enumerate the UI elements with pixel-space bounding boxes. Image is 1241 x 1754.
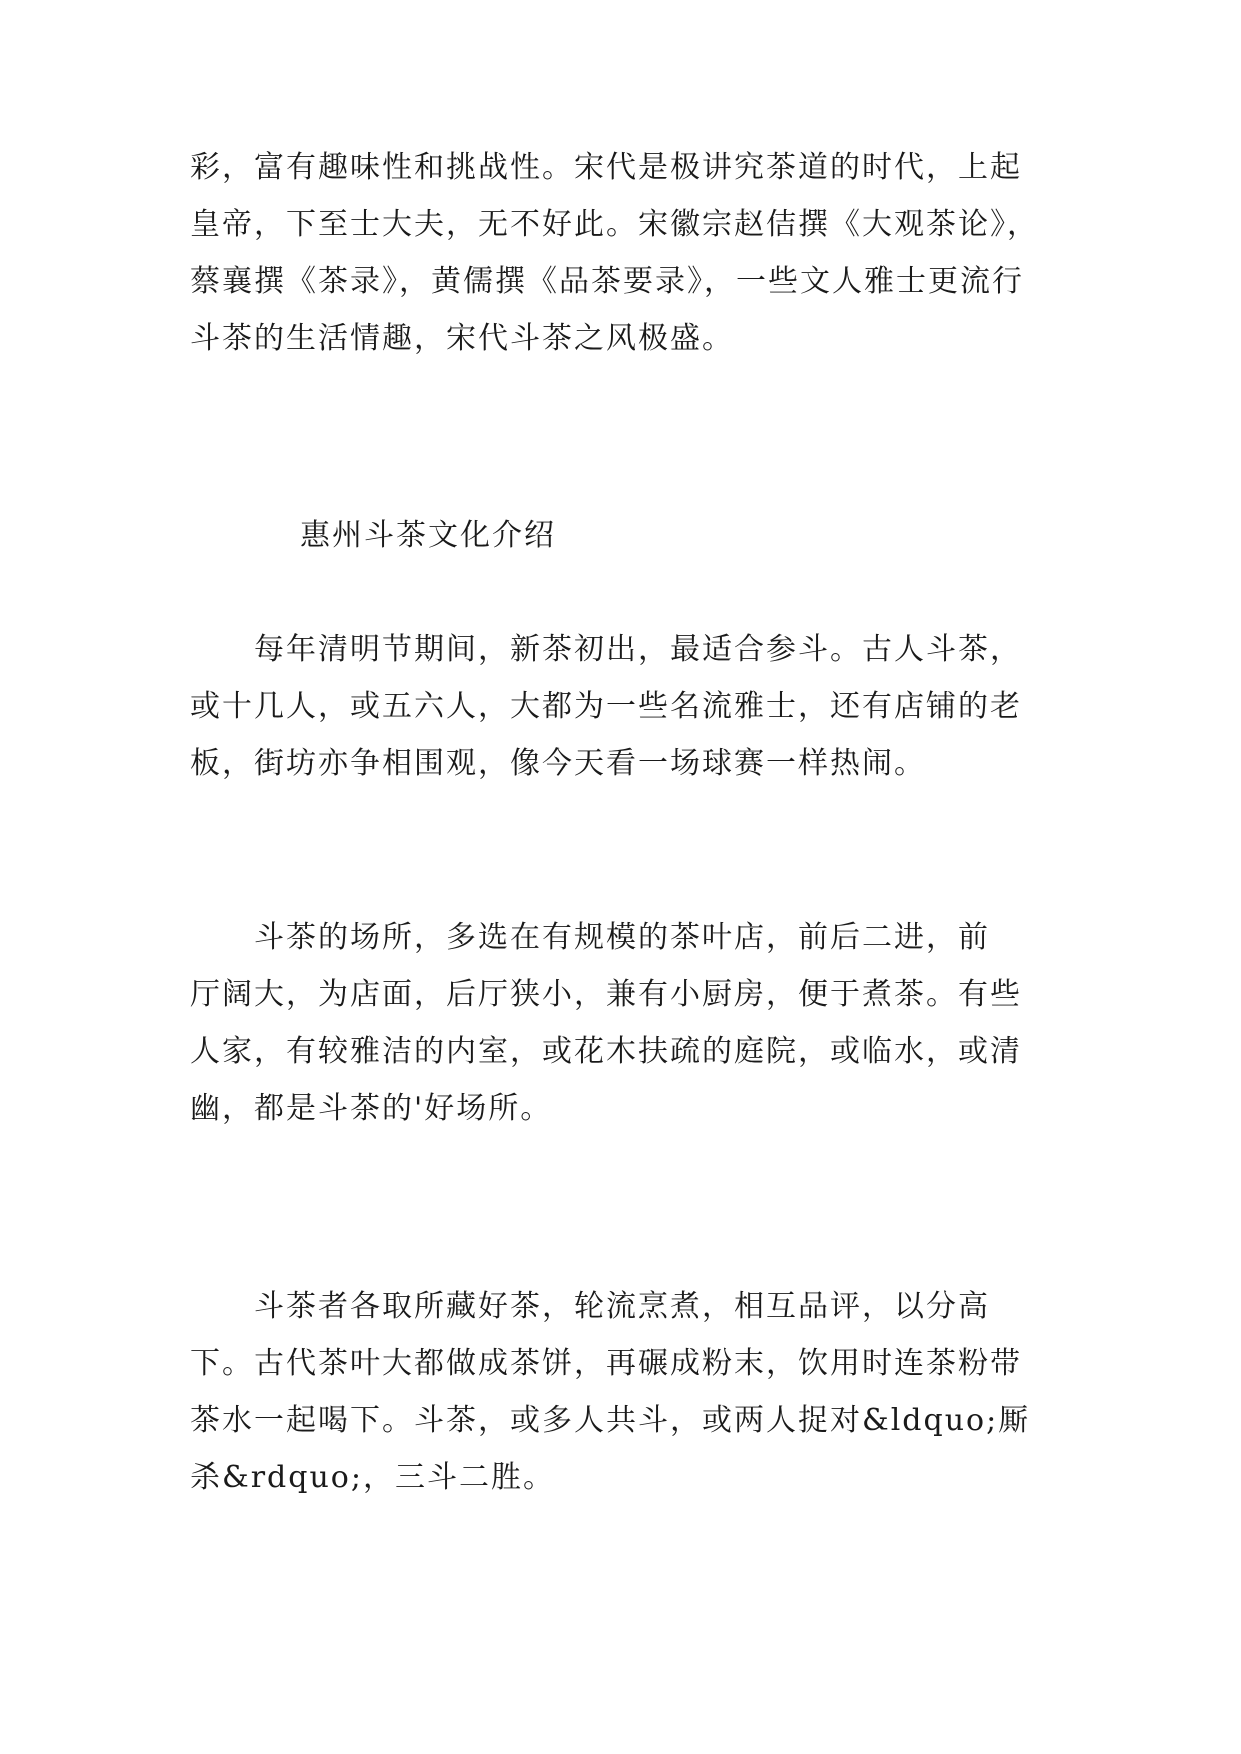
- section-heading: 惠州斗茶文化介绍: [300, 518, 556, 553]
- text-line: 蔡襄撰《茶录》，黄儒撰《品茶要录》，一些文人雅士更流行: [190, 264, 1024, 299]
- text-line: 皇帝，下至士大夫，无不好此。宋徽宗赵佶撰《大观茶论》，: [190, 207, 1039, 242]
- text-line: 彩，富有趣味性和挑战性。宋代是极讲究茶道的时代，上起: [190, 150, 1022, 185]
- text-line: 下。古代茶叶大都做成茶饼，再碾成粉末，饮用时连茶粉带: [190, 1346, 1022, 1381]
- text-line: 斗茶的场所，多选在有规模的茶叶店，前后二进，前: [190, 920, 990, 955]
- text-line: 杀&rdquo;，三斗二胜。: [190, 1460, 555, 1495]
- text-line: 斗茶的生活情趣，宋代斗茶之风极盛。: [190, 321, 734, 356]
- text-line: 板，街坊亦争相围观，像今天看一场球赛一样热闹。: [190, 746, 926, 781]
- text-line: 或十几人，或五六人，大都为一些名流雅士，还有店铺的老: [190, 689, 1022, 724]
- text-line: 每年清明节期间，新茶初出，最适合参斗。古人斗茶，: [190, 632, 1022, 667]
- text-line: 茶水一起喝下。斗茶，或多人共斗，或两人捉对&ldquo;厮: [190, 1403, 1031, 1438]
- text-line: 厅阔大，为店面，后厅狭小，兼有小厨房，便于煮茶。有些: [190, 977, 1022, 1012]
- text-line: 人家，有较雅洁的内室，或花木扶疏的庭院，或临水，或清: [190, 1034, 1022, 1069]
- text-line: 幽，都是斗茶的'好场所。: [190, 1091, 553, 1126]
- text-line: 斗茶者各取所藏好茶，轮流烹煮，相互品评，以分高: [190, 1289, 990, 1324]
